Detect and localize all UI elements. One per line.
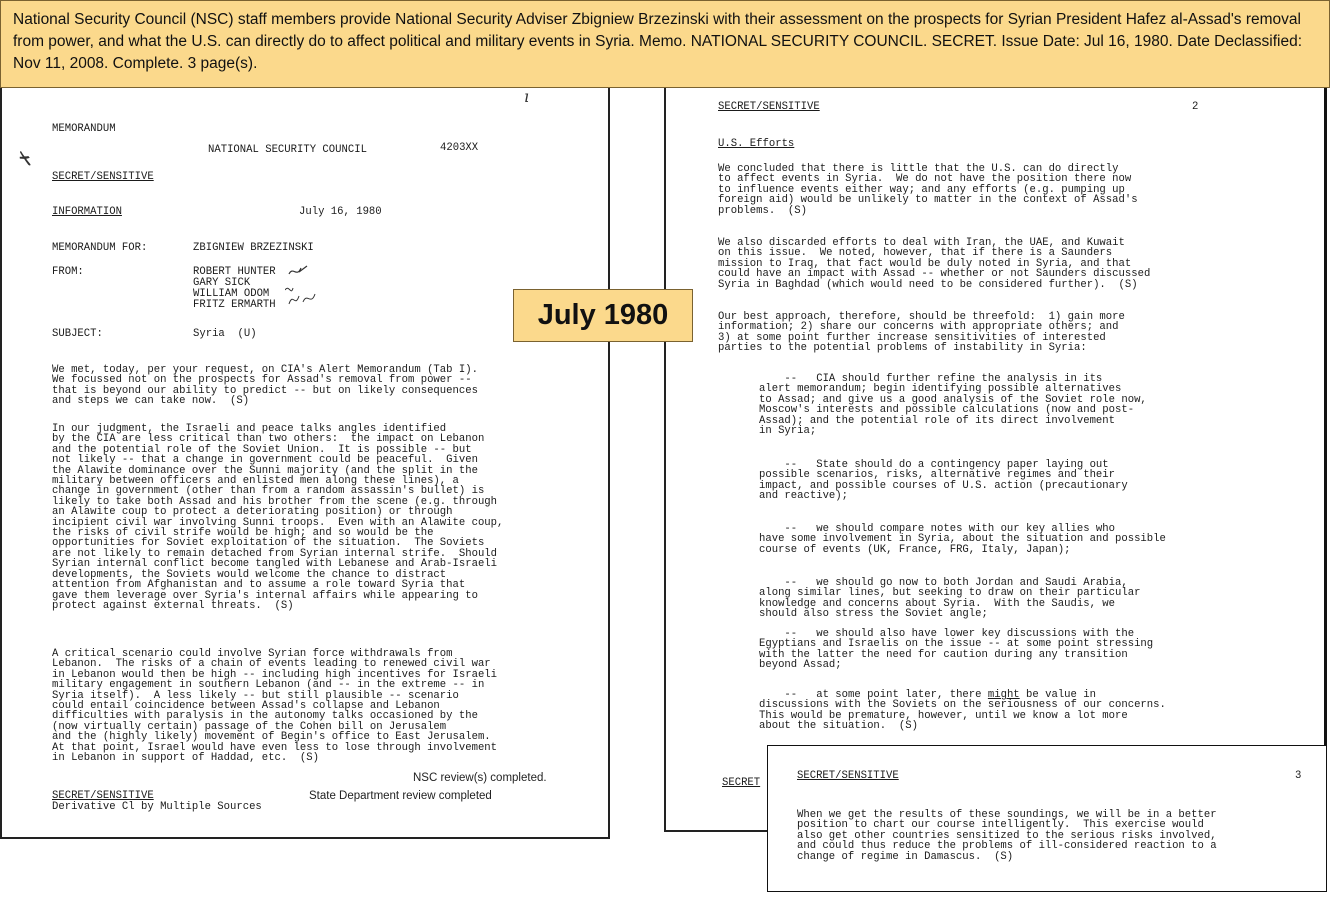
document-description-banner xyxy=(0,0,1330,88)
bullet-jordan-saudi: -- we should go now to both Jordan and Saudi Arabia, along similar lines, but seeking to draw on their particular knowledge and concerns about Syria. With the Saudis, we should also stress the Soviet angle; xyxy=(759,577,1141,621)
council-name: NATIONAL SECURITY COUNCIL xyxy=(208,144,367,156)
classification-header: SECRET/SENSITIVE xyxy=(52,171,154,183)
state-review-stamp: State Department review completed xyxy=(309,790,492,802)
bullet-cia: -- CIA should further refine the analysis in its alert memorandum; begin identifying possible alternatives to Assad; and give us a good analysis of the Soviet role now, Moscow's interests and possible calculations (now and post- Assad); and the potential role of its direct involvement in Syria; xyxy=(759,373,1147,438)
from-name: WILLIAM ODOM xyxy=(193,288,270,300)
footer-classification: SECRET xyxy=(722,777,761,789)
memo-for-value: ZBIGNIEW BRZEZINSKI xyxy=(193,242,314,254)
paragraph-3: Our best approach, therefore, should be threefold: 1) gain more information; 2) share our concerns with appropriate others; and 3) at some point further increase sensitivities of interested parties to the potential problems of instability in Syria: xyxy=(718,311,1125,355)
page-number: 3 xyxy=(1295,770,1302,782)
footer-classification: SECRET/SENSITIVE xyxy=(52,790,154,802)
from-name: ROBERT HUNTER xyxy=(193,266,276,278)
memo-date: July 16, 1980 xyxy=(299,206,382,218)
paragraph-2: We also discarded efforts to deal with Iran, the UAE, and Kuwait on this issue. We noted, however, that if there is a Saunders mission to Iraq, that fact would be duly noted in Syria, and that could have an impact with Assad -- whether or not Saunders discussed Syria in Baghdad (which would need to be considered further). (S) xyxy=(718,237,1151,291)
bullet-state: -- State should do a contingency paper laying out possible scenarios, risks, alternative regimes and their impact, and possible courses of U.S. action (precautionary and reactive); xyxy=(759,459,1128,503)
paragraph-1: We met, today, per your request, on CIA's Alert Memorandum (Tab I). We focussed not on the prospects for Assad's removal from power -- that is beyond our ability to predict -- but on likely consequences and steps we can take now. (S) xyxy=(52,364,478,408)
bullet-soviets-line1-post: be value in xyxy=(1019,689,1096,701)
bullet-egypt-israel: -- we should also have lower key discussions with the Egyptians and Israelis on the issue -- at some point stressing with the latter the need for caution during any transition beyond Assad; xyxy=(759,628,1154,672)
memo-type: INFORMATION xyxy=(52,206,122,218)
paragraph-1: When we get the results of these soundings, we will be in a better position to chart our course intelligently. This exercise would also get other countries sensitized to the serious risks involved, and could thus reduce the problems of ill-considered reaction to a change of regime in Damascus. (S) xyxy=(797,809,1217,863)
bullet-soviets xyxy=(759,690,1166,732)
memo-page-2 xyxy=(664,88,1327,832)
section-heading: U.S. Efforts xyxy=(718,138,795,150)
from-label: FROM: xyxy=(52,266,84,278)
handwritten-mark: ı xyxy=(524,88,530,106)
page-number: 2 xyxy=(1192,101,1199,113)
memo-page-3 xyxy=(767,745,1327,892)
from-name: FRITZ ERMARTH xyxy=(193,299,276,311)
nsc-review-stamp: NSC review(s) completed. xyxy=(413,772,547,784)
initials-signatures xyxy=(285,260,325,312)
derivative-classification: Derivative Cl by Multiple Sources xyxy=(52,801,262,813)
from-name: GARY SICK xyxy=(193,277,251,289)
memo-page-1 xyxy=(0,88,610,839)
date-label xyxy=(513,289,693,342)
classification-header: SECRET/SENSITIVE xyxy=(718,101,820,113)
bullet-soviets-rest: discussions with the Soviets on the seriousness of our concerns. This would be premature, however, until we know a lot more about the situation. (S) xyxy=(759,699,1166,733)
date-label-text: July 1980 xyxy=(537,299,669,331)
memo-for-label: MEMORANDUM FOR: xyxy=(52,242,148,254)
paragraph-1: We concluded that there is little that the U.S. can do directly to affect events in Syria. We do not have the position there now to influence events either way; and any efforts (e.g. pumping up foreign aid) would be unlikely to matter in the context of Assad's problems. (S) xyxy=(718,163,1138,217)
handwritten-margin-note: ✗ xyxy=(15,151,38,169)
memorandum-label: MEMORANDUM xyxy=(52,123,116,135)
classification-header: SECRET/SENSITIVE xyxy=(797,770,899,782)
bullet-soviets-line1-pre: -- at some point later, there xyxy=(759,689,988,701)
document-number: 4203XX xyxy=(440,142,479,154)
subject-value: Syria (U) xyxy=(193,328,257,340)
subject-label: SUBJECT: xyxy=(52,328,103,340)
banner-text: National Security Council (NSC) staff members provide National Security Adviser Zbigniew Brzezinski with their assessment on the prospects for Syrian President Hafez al-Assad's removal from power, and what the U.S. can directly do to affect political and military events in Syria. Memo. NATIONAL SECURITY COUNCIL. SECRET. Issue Date: Jul 16, 1980. Date Declassified: Nov 11, 2008. Complete. 3 page(s). xyxy=(13,11,1303,72)
paragraph-2: In our judgment, the Israeli and peace talks angles identified by the CIA are less critical than two others: the impact on Lebanon and the potential role of the Soviet Union. It is possible -- but not likely -- that a change in government could be peaceful. Given the Alawite dominance over the Sunni majority (and the split in the military between officers and enlisted men along these lines), a change in government (other than from a random assassin's bullet) is likely to take both Assad and his brother from the scene (e.g. through an Alawite coup to protect a deteriorating position) or through incipient civil war involving Sunni troops. Even with an Alawite coup, the risks of civil strife would be high; and so would be the opportunities for Soviet exploitation of the situation. The Soviets are not likely to remain detached from Syrian internal strife. Should Syrian internal conflict become tangled with Lebanese and Arab-Israeli developments, the Soviets would welcome the chance to distract attention from Afghanistan and to assume a role toward Syria that gave them leverage over Syria's internal affairs while appearing to protect against external threats. (S) xyxy=(52,423,504,612)
bullet-allies: -- we should compare notes with our key allies who have some involvement in Syria, about the situation and possible course of events (UK, France, FRG, Italy, Japan); xyxy=(759,523,1166,556)
paragraph-3: A critical scenario could involve Syrian force withdrawals from Lebanon. The risks of a chain of events leading to renewed civil war in Lebanon would then be high -- including high incentives for Israeli military engagement in southern Lebanon (and -- in the extreme -- in Syria itself). A less likely -- but still plausible -- scenario could entail coincidence between Assad's collapse and Lebanon difficulties with paralysis in the autonomy talks occasioned by the (now virtually certain) passage of the Cohen bill on Jerusalem and the (highly likely) movement of Begin's office to East Jerusalem. At that point, Israel would have even less to lose through involvement in Lebanon in support of Haddad, etc. (S) xyxy=(52,648,498,765)
emphasis-might: might xyxy=(987,689,1020,701)
